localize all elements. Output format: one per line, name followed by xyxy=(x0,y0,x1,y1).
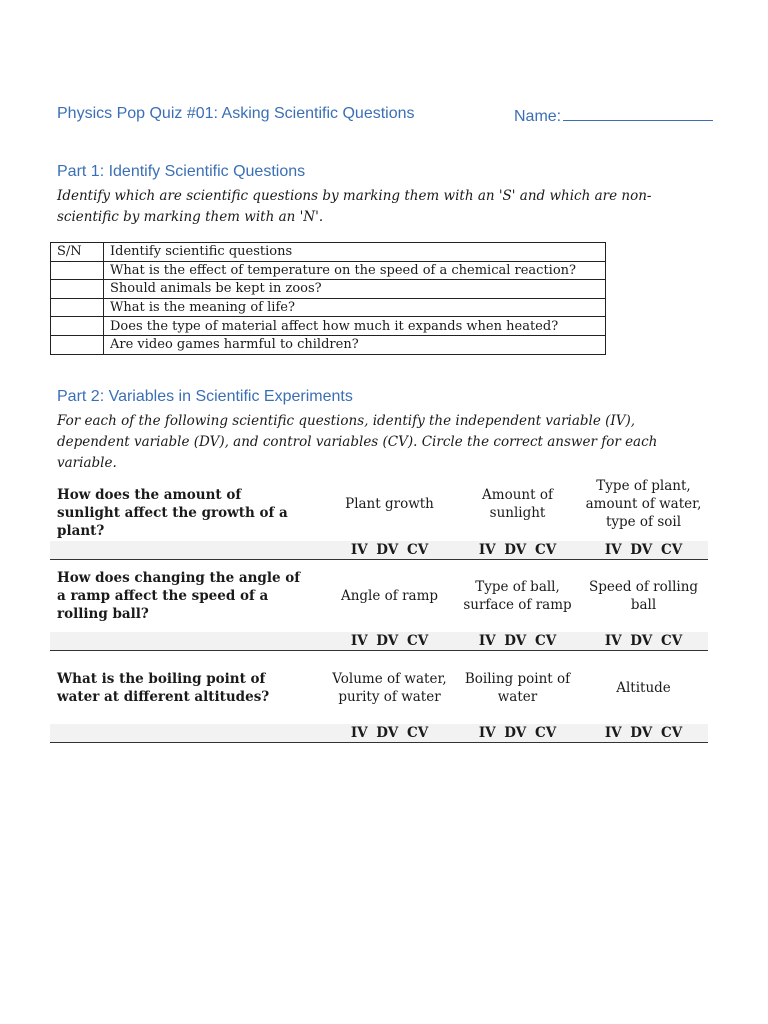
question-cell: What is the effect of temperature on the speed of a chemical reaction? xyxy=(104,261,606,280)
variable-question-text: How does the amount of sunlight affect the growth of a plant? xyxy=(57,487,288,539)
variable-option: Speed of rolling ball xyxy=(588,579,699,613)
iv-dv-cv-choice[interactable]: IV DV CV xyxy=(604,633,683,649)
sn-header: S/N xyxy=(51,243,104,262)
sn-answer-cell[interactable] xyxy=(51,280,104,299)
variable-question-2 xyxy=(50,568,708,654)
iv-dv-cv-choice[interactable]: IV DV CV xyxy=(478,725,557,741)
part1-instructions: Identify which are scientific questions by marking them with an 'S' and which are non-scientific by marking them with an 'N'. xyxy=(57,188,652,225)
iv-dv-cv-choice[interactable]: IV DV CV xyxy=(350,725,429,741)
iv-dv-cv-choice[interactable]: IV DV CV xyxy=(604,725,683,741)
table-row xyxy=(51,317,606,336)
variable-question-text: What is the boiling point of water at different altitudes? xyxy=(57,671,270,705)
variable-option: Boiling point of water xyxy=(464,671,571,705)
question-cell: Does the type of material affect how much it expands when heated? xyxy=(104,317,606,336)
iv-dv-cv-choice[interactable]: IV DV CV xyxy=(478,633,557,649)
question-cell: Are video games harmful to children? xyxy=(104,335,606,354)
name-blank-line[interactable] xyxy=(563,105,713,121)
variable-option: Type of plant, amount of water, type of soil xyxy=(585,478,702,530)
question-cell: Should animals be kept in zoos? xyxy=(104,280,606,299)
variable-option: Type of ball, surface of ramp xyxy=(463,579,572,613)
title-row xyxy=(57,105,717,127)
table-row xyxy=(51,261,606,280)
variable-question-3 xyxy=(50,660,708,746)
sn-answer-cell[interactable] xyxy=(51,317,104,336)
name-field[interactable] xyxy=(514,105,713,126)
table-header-row xyxy=(51,243,606,262)
part2-instructions: For each of the following scientific questions, identify the independent variable (IV), dependent variable (DV), and control variables (CV). Circle the correct answer for each variable. xyxy=(57,413,658,471)
variable-question-text: How does changing the angle of a ramp affect the speed of a rolling ball? xyxy=(57,570,301,622)
iv-dv-cv-choice[interactable]: IV DV CV xyxy=(478,542,557,558)
variable-option: Volume of water, purity of water xyxy=(332,671,447,705)
iv-dv-cv-choice[interactable]: IV DV CV xyxy=(350,633,429,649)
sn-answer-cell[interactable] xyxy=(51,335,104,354)
scientific-questions-table xyxy=(50,242,606,355)
variable-question-1 xyxy=(50,476,708,562)
iv-dv-cv-choice[interactable]: IV DV CV xyxy=(604,542,683,558)
sn-answer-cell[interactable] xyxy=(51,261,104,280)
sn-answer-cell[interactable] xyxy=(51,298,104,317)
part2-heading: Part 2: Variables in Scientific Experiments xyxy=(57,388,353,405)
variable-option: Plant growth xyxy=(345,496,434,512)
question-header: Identify scientific questions xyxy=(104,243,606,262)
iv-dv-cv-choice[interactable]: IV DV CV xyxy=(350,542,429,558)
part1-heading: Part 1: Identify Scientific Questions xyxy=(57,163,306,180)
table-row xyxy=(51,280,606,299)
question-cell: What is the meaning of life? xyxy=(104,298,606,317)
name-label: Name: xyxy=(514,108,562,125)
variable-option: Altitude xyxy=(616,680,671,696)
variable-option: Angle of ramp xyxy=(340,588,439,604)
variable-option: Amount of sunlight xyxy=(482,487,553,521)
table-row xyxy=(51,335,606,354)
page-title: Physics Pop Quiz #01: Asking Scientific Questions xyxy=(57,105,415,122)
table-row xyxy=(51,298,606,317)
